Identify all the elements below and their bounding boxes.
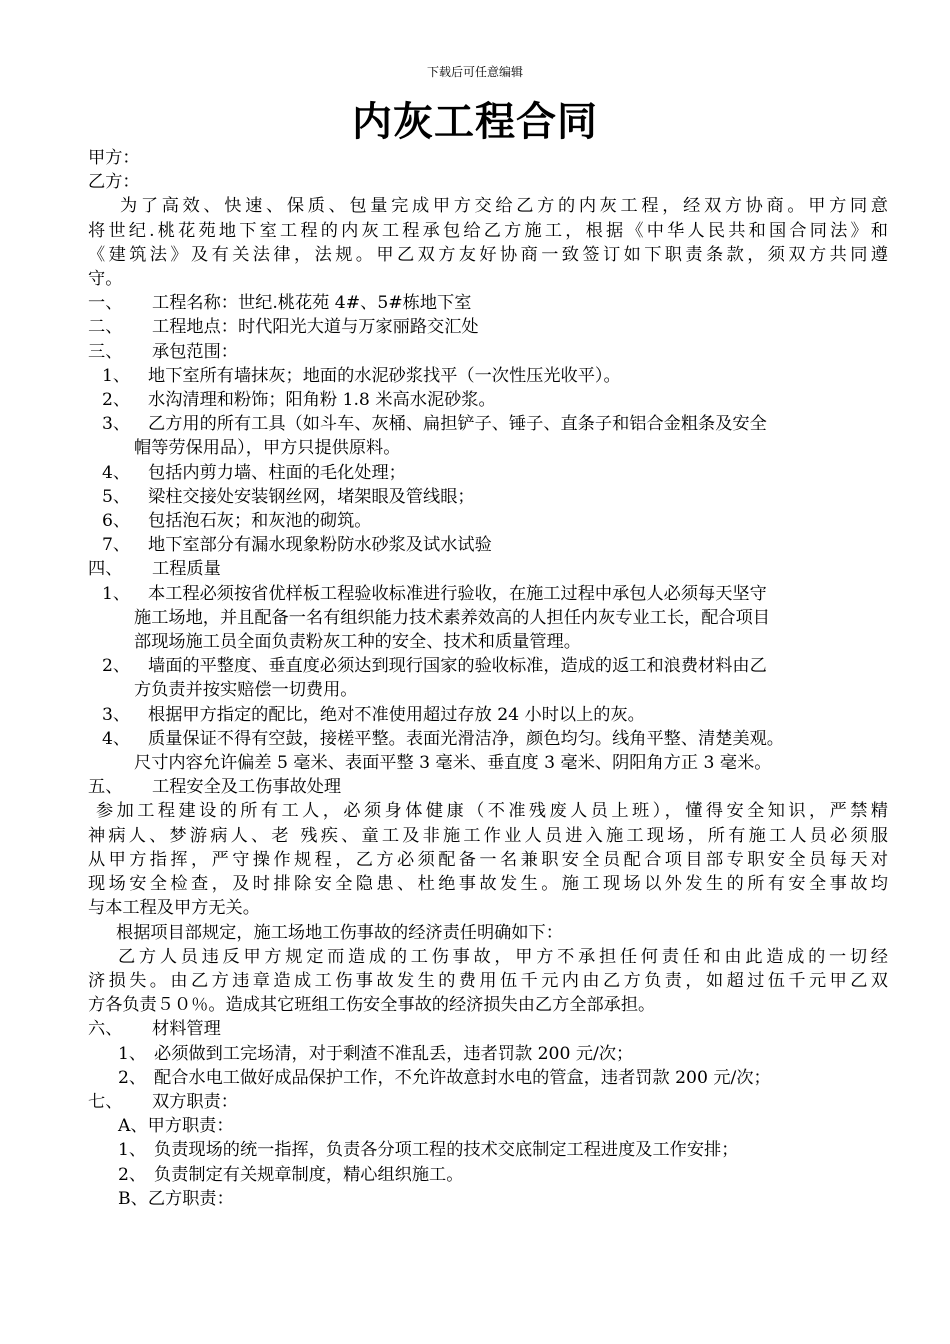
quality-item-continued: 部现场施工员全面负责粉灰工种的安全、技术和质量管理。: [134, 632, 581, 653]
safety-line: 与本工程及甲方无关。: [88, 898, 260, 919]
section-text: 工程地点：时代阳光大道与万家丽路交汇处: [152, 317, 479, 338]
party-b-line: 乙方：: [88, 172, 140, 193]
scope-item: [88, 509, 888, 533]
party-a-duties-label: A、甲方职责：: [118, 1116, 234, 1137]
scope-item: [88, 485, 888, 509]
item-text: 负责制定有关规章制度，精心组织施工。: [154, 1164, 464, 1185]
section-number: 一、: [88, 293, 123, 314]
section-safety: [88, 775, 888, 799]
item-text: 包括内剪力墙、柱面的毛化处理；: [148, 462, 406, 483]
item-number: 1、: [118, 1140, 147, 1161]
item-number: 7、: [102, 535, 131, 556]
quality-item-continued: 方负责并按实赔偿一切费用。: [134, 680, 358, 701]
item-number: 3、: [102, 414, 131, 435]
item-number: 1、: [102, 583, 131, 604]
item-text: 本工程必须按省优样板工程验收标准进行验收，在施工过程中承包人必须每天坚守: [148, 583, 767, 604]
item-number: 6、: [102, 511, 131, 532]
scope-item: [88, 388, 888, 412]
intro-line: 将世纪.桃花苑地下室工程的内灰工程承包给乙方施工，根据《中华人民共和国合同法》和: [88, 220, 888, 241]
scope-item-continued: 帽等劳保用品），甲方只提供原料。: [134, 438, 401, 459]
item-number: 5、: [102, 486, 131, 507]
section-text: 工程安全及工伤事故处理: [152, 777, 342, 798]
section-number: 二、: [88, 317, 123, 338]
item-number: 2、: [118, 1164, 147, 1185]
safety-line: 从甲方指挥，严守操作规程，乙方必须配备一名兼职安全员配合项目部专职安全员每天对: [88, 849, 888, 870]
quality-item: [88, 582, 888, 606]
safety-line: 现场安全检查，及时排除安全隐患、杜绝事故发生。施工现场以外发生的所有安全事故均: [88, 874, 888, 895]
section-number: 七、: [88, 1091, 123, 1112]
item-text: 水沟清理和粉饰；阳角粉 1.8 米高水泥砂浆。: [148, 390, 496, 411]
contract-title: 内灰工程合同: [352, 99, 598, 145]
injury-liability-paragraph: [88, 945, 888, 1018]
item-text: 梁柱交接处安装钢丝网，堵架眼及管线眼；: [148, 486, 475, 507]
section-responsibilities: [88, 1090, 888, 1114]
scope-item: [88, 461, 888, 485]
section-quality: [88, 557, 888, 581]
item-text: 地下室所有墙抹灰；地面的水泥砂浆找平（一次性压光收平）。: [148, 365, 621, 386]
section-text: 工程质量: [152, 559, 221, 580]
injury-liability-intro: 根据项目部规定，施工场地工伤事故的经济责任明确如下：: [116, 922, 563, 943]
item-number: 3、: [102, 704, 131, 725]
item-text: 负责现场的统一指挥，负责各分项工程的技术交底制定工程进度及工作安排；: [154, 1140, 739, 1161]
section-scope: [88, 340, 888, 364]
item-number: 4、: [102, 728, 131, 749]
liability-line: 济损失。由乙方违章造成工伤事故发生的费用伍千元内由乙方负责，如超过伍千元甲乙双: [88, 970, 888, 991]
safety-line: 参加工程建设的所有工人，必须身体健康（不准残废人员上班），懂得安全知识，严禁精: [96, 801, 888, 822]
intro-line: 为了高效、快速、保质、包量完成甲方交给乙方的内灰工程，经双方协商。甲方同意: [120, 196, 888, 217]
section-materials: [88, 1017, 888, 1041]
item-number: 1、: [102, 365, 131, 386]
section-project-name: [88, 291, 888, 315]
party-b-duties-label: B、乙方职责：: [118, 1188, 234, 1209]
party-a-duty-item: [88, 1163, 888, 1187]
safety-line: 神病人、梦游病人、老 残疾、童工及非施工作业人员进入施工现场，所有施工人员必须服: [88, 825, 888, 846]
section-number: 六、: [88, 1019, 123, 1040]
section-text: 材料管理: [152, 1019, 221, 1040]
quality-item-continued: 施工场地，并且配备一名有组织能力技术素养效高的人担任内灰专业工长，配合项目: [134, 607, 770, 628]
materials-item: [88, 1066, 888, 1090]
intro-line: 守。: [88, 269, 123, 290]
item-number: 2、: [102, 656, 131, 677]
contract-body: [88, 146, 888, 1211]
quality-item: [88, 703, 888, 727]
item-text: 必须做到工完场清，对于剩渣不准乱丢，违者罚款 200 元/次；: [154, 1043, 634, 1064]
item-number: 4、: [102, 462, 131, 483]
party-a-line: 甲方：: [88, 148, 140, 168]
section-number: 四、: [88, 559, 123, 580]
safety-paragraph: [88, 799, 888, 920]
scope-item: [88, 364, 888, 388]
item-number: 2、: [118, 1067, 147, 1088]
quality-item: [88, 727, 888, 751]
item-text: 地下室部分有漏水现象粉防水砂浆及试水试验: [148, 535, 492, 556]
intro-line: 《建筑法》及有关法律，法规。甲乙双方友好协商一致签订如下职责条款，须双方共同遵: [88, 244, 888, 265]
scope-item: [88, 412, 888, 436]
quality-item-continued: 尺寸内容允许偏差 5 毫米、表面平整 3 毫米、垂直度 3 毫米、阴阳角方正 3 毫米。: [134, 753, 772, 774]
item-text: 质量保证不得有空鼓，接槎平整。表面光滑洁净，颜色均匀。线角平整、清楚美观。: [148, 728, 784, 749]
liability-line: 乙方人员违反甲方规定而造成的工伤事故，甲方不承担任何责任和由此造成的一切经: [118, 946, 888, 967]
intro-paragraph: [88, 194, 888, 291]
item-text: 乙方用的所有工具（如斗车、灰桶、扁担铲子、锤子、直条子和铝合金粗条及安全: [148, 414, 767, 435]
item-text: 配合水电工做好成品保护工作，不允许故意封水电的管盒，违者罚款 200 元/次；: [154, 1067, 771, 1088]
quality-item: [88, 654, 888, 678]
materials-item: [88, 1042, 888, 1066]
section-text: 承包范围：: [152, 341, 238, 362]
section-text: 工程名称：世纪.桃花苑 4#、5#栋地下室: [152, 293, 472, 314]
section-number: 五、: [88, 777, 123, 798]
party-a-duty-item: [88, 1138, 888, 1162]
liability-line: 方各负责５０％。造成其它班组工伤安全事故的经济损失由乙方全部承担。: [88, 995, 656, 1016]
item-text: 包括泡石灰；和灰池的砌筑。: [148, 511, 372, 532]
section-project-location: [88, 315, 888, 339]
item-text: 根据甲方指定的配比，绝对不准使用超过存放 24 小时以上的灰。: [148, 704, 645, 725]
header-note: 下载后可任意编辑: [426, 65, 523, 79]
item-number: 2、: [102, 390, 131, 411]
section-text: 双方职责：: [152, 1091, 238, 1112]
section-number: 三、: [88, 341, 123, 362]
scope-item: [88, 533, 888, 557]
item-text: 墙面的平整度、垂直度必须达到现行国家的验收标准，造成的返工和浪费材料由乙: [148, 656, 767, 677]
item-number: 1、: [118, 1043, 147, 1064]
